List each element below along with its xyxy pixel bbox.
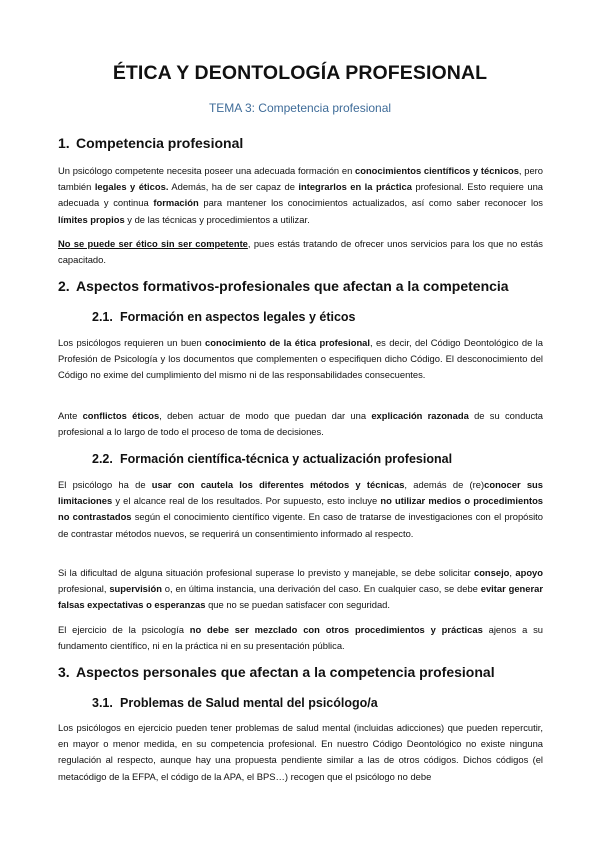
emphasis-text: no debe ser mezclado con otros procedimientos y prácticas	[189, 624, 483, 635]
section-3-heading	[58, 664, 543, 680]
emphasis-text: explicación razonada	[371, 410, 469, 421]
paragraph-text: Si la dificultad de alguna situación profesional superase lo previsto y manejable, se debe solicitar	[58, 567, 474, 578]
document-title: ÉTICA Y DEONTOLOGÍA PROFESIONAL	[112, 62, 488, 84]
emphasis-text: evitar generar falsas expectativas o esperanzas	[58, 583, 543, 611]
section-1-paragraph-2	[58, 236, 543, 268]
paragraph-text: o, en última instancia, una derivación del caso. En cualquier caso, se debe	[161, 583, 481, 595]
emphasis-text: no utilizar medios o procedimientos no contrastados	[58, 495, 544, 523]
subsection-2-2-heading	[92, 452, 542, 466]
section-title: Aspectos formativos-profesionales que afectan a la competencia	[76, 278, 509, 294]
section-title: Aspectos personales que afectan a la competencia profesional	[76, 664, 495, 680]
emphasis-text: integrarlos en la práctica	[298, 181, 412, 193]
section-title: Competencia profesional	[76, 135, 244, 151]
subsection-3-1-heading	[92, 696, 542, 710]
section-1-paragraph-1	[58, 163, 543, 228]
paragraph-text: , además de (re)	[404, 479, 485, 490]
emphasis-text: límites propios	[58, 213, 125, 225]
paragraph-text: Los psicólogos en ejercicio pueden tener problemas de salud mental (incluidas adicciones) que pueden repercutir, en mayor o menor medida, en su competencia profesional. En nuestro Código Deontológico no existe ninguna regulación al respecto, aunque hay una propuesta pendiente similar a las de otros códigos. Dichos códigos (el metacódigo de la EFPA, el código de la APA, el BPS…) recogen que el psicólogo no debe	[58, 722, 543, 782]
subsection-2-1-heading	[92, 310, 542, 324]
paragraph-text: profesional. Esto requiere una adecuada y continua	[58, 181, 543, 209]
paragraph-text: , pues estás tratando de ofrecer unos servicios para los que no estás capacitado.	[58, 238, 543, 266]
paragraph-text: Ante	[58, 410, 83, 421]
paragraph-text: El ejercicio de la psicología	[58, 624, 190, 635]
section-2-heading	[58, 278, 543, 294]
emphasis-text: formación	[153, 197, 199, 209]
document-subtitle: TEMA 3: Competencia profesional	[208, 101, 392, 115]
emphasis-text: apoyo	[515, 567, 543, 578]
paragraph-text: según el conocimiento científico vigente. En caso de tratarse de investigaciones con el propósito de contrastar métodos nuevos, se requerirá un consentimiento informado al respecto.	[58, 511, 543, 539]
emphasis-text: No se puede ser ético sin ser competente	[58, 238, 248, 249]
subsection-2-2-paragraph-3	[58, 622, 543, 654]
section-number: 1.	[58, 135, 70, 151]
subsection-title: Problemas de Salud mental del psicólogo/a	[120, 696, 378, 710]
subsection-2-2-paragraph-2	[58, 565, 543, 614]
paragraph-text: ,	[509, 567, 516, 578]
paragraph-text: , es decir, del Código Deontológico de la Profesión de Psicología y los documentos que complementen o especifiquen dicho Código. El desconocimiento del Código no exime del cumplimiento del mismo ni de las responsabilidades consecuentes.	[58, 337, 543, 381]
emphasis-text: conflictos éticos	[82, 410, 160, 421]
paragraph-text: profesional,	[58, 583, 110, 595]
emphasis-text: supervisión	[109, 583, 162, 595]
emphasis-text: conocimientos científicos y técnicos	[355, 165, 519, 176]
subsection-number: 3.1.	[92, 696, 113, 710]
subsection-2-1-paragraph-1	[58, 335, 543, 384]
section-number: 2.	[58, 278, 70, 294]
paragraph-text: , deben actuar de modo que puedan dar una	[159, 410, 372, 421]
paragraph-text: Los psicólogos requieren un buen	[58, 337, 206, 348]
paragraph-text: ajenos a su fundamento científico, ni en la práctica ni en su presentación pública.	[58, 624, 544, 652]
paragraph-text: que no se puedan satisfacer con seguridad.	[205, 599, 390, 611]
subsection-number: 2.2.	[92, 452, 113, 466]
paragraph-text: Un psicólogo competente necesita poseer una adecuada formación en	[58, 165, 355, 176]
emphasis-text: conocer sus limitaciones	[58, 479, 543, 507]
emphasis-text: consejo	[473, 567, 510, 578]
subsection-title: Formación científica-técnica y actualización profesional	[120, 452, 453, 466]
emphasis-text: conocimiento de la ética profesional	[205, 337, 370, 348]
paragraph-text: , pero también	[58, 165, 544, 193]
section-number: 3.	[58, 664, 70, 680]
subsection-number: 2.1.	[92, 310, 113, 324]
paragraph-text: de su conducta profesional a lo largo de todo el proceso de toma de decisiones.	[58, 410, 544, 438]
section-1-heading	[58, 135, 543, 151]
paragraph-text: y el alcance real de los resultados. Por supuesto, esto incluye	[112, 495, 381, 507]
subsection-2-1-paragraph-2	[58, 408, 543, 440]
subsection-2-2-paragraph-1	[58, 477, 543, 542]
paragraph-text: El psicólogo ha de	[58, 479, 152, 490]
subsection-3-1-paragraph-1	[58, 720, 543, 785]
paragraph-text: y de las técnicas y procedimientos a utilizar.	[124, 213, 310, 225]
subsection-title: Formación en aspectos legales y éticos	[120, 310, 356, 324]
emphasis-text: legales y éticos.	[94, 181, 169, 193]
paragraph-text: para mantener los conocimientos actualizados, así como saber reconocer los	[198, 197, 543, 209]
emphasis-text: usar con cautela los diferentes métodos y técnicas	[151, 479, 405, 490]
paragraph-text: Además, ha de ser capaz de	[168, 181, 299, 193]
